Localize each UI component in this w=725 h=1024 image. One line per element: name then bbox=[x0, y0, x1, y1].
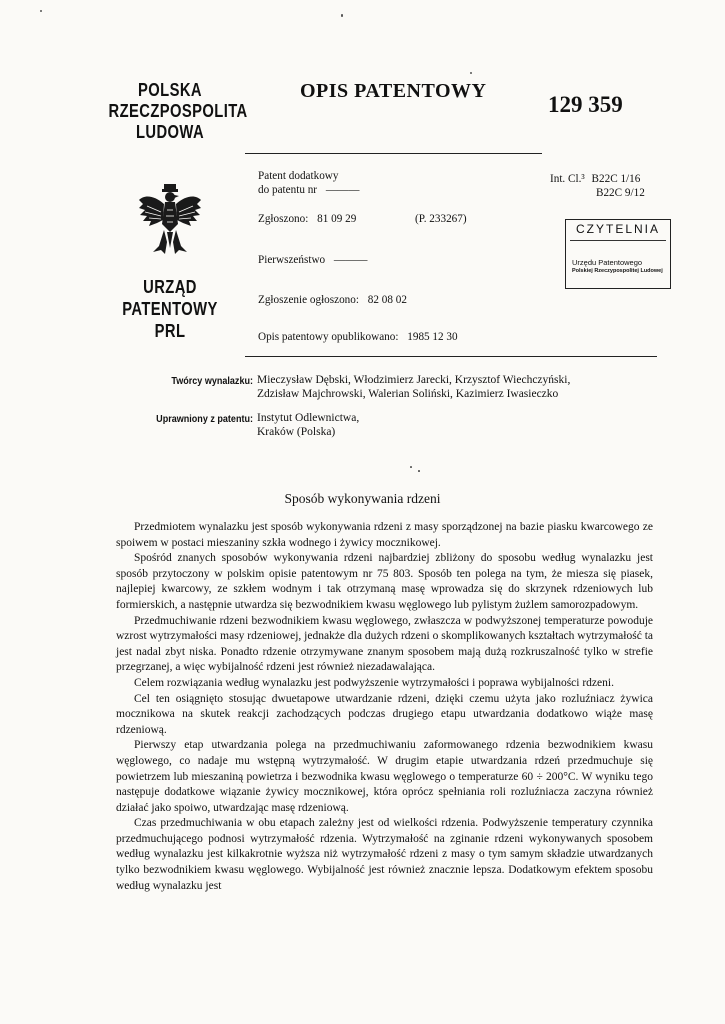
owner-line-2: Kraków (Polska) bbox=[257, 426, 336, 438]
owner-line-1: Instytut Odlewnictwa, bbox=[257, 412, 360, 424]
scan-speck bbox=[470, 72, 472, 74]
library-stamp bbox=[565, 219, 671, 289]
country-line-1: POLSKA bbox=[138, 80, 202, 100]
additional-patent-label-1: Patent dodatkowy bbox=[258, 170, 339, 182]
int-cl-field bbox=[550, 172, 640, 186]
header-rule-bottom bbox=[245, 356, 657, 357]
additional-patent-label-2: do patentu nr bbox=[258, 184, 318, 196]
int-cl-value-1: B22C 1/16 bbox=[591, 173, 641, 185]
additional-patent-field bbox=[258, 169, 359, 197]
paragraph: Spośród znanych sposobów wykonywania rdzeni najbardziej zbliżony do sposobu według wynalazku jest sposób przytoczony w polskim opisie patentowym nr 75 803. Sposób ten polega na tym, że miesza się piasek, najlepiej kwarcowy, ze szkłem wodnym i tak otrzymaną masę wprowadza się do skrzynek rdzeniowych lub formierskich, a następnie utwardza się bezwodnikiem kwasu węglowego lub pylistym żużlem samorozpadowym. bbox=[116, 552, 653, 611]
stamp-title: CZYTELNIA bbox=[575, 222, 660, 236]
inventors-line-2: Zdzisław Majchrowski, Walerian Soliński, Kazimierz Iwasieczko bbox=[257, 388, 559, 400]
patent-published-label: Opis patentowy opublikowano: bbox=[258, 331, 399, 343]
filed-label: Zgłoszono: bbox=[258, 213, 309, 225]
additional-patent-row bbox=[258, 183, 359, 197]
inventors-line-1: Mieczysław Dębski, Włodzimierz Jarecki, Krzysztof Wiechczyński, bbox=[257, 374, 571, 386]
application-published-label: Zgłoszenie ogłoszono: bbox=[258, 294, 359, 306]
header-rule-top bbox=[245, 153, 542, 154]
application-published-field bbox=[258, 293, 407, 307]
stamp-subtitle-2: Polskiej Rzeczypospolitej Ludowej bbox=[572, 268, 663, 274]
paragraph: Przedmuchiwanie rdzeni bezwodnikiem kwasu węglowego, zwłaszcza w podwyższonej temperaturze powoduje wzrost wytrzymałości masy rdzeniowej, jednakże dla dużych rdzeni o skomplikowanych kształtach wytrzymałość ta jest nadal zbyt niska. Ponadto rdzenie otrzymywane znanym sposobem mają dużą rozkruszalność tylko w strefie przegrzanej, a więc wybijalność rdzeni jest również niezadawalająca. bbox=[116, 614, 653, 674]
inventors-list bbox=[257, 373, 570, 401]
eagle-emblem-icon bbox=[137, 182, 203, 258]
scan-speck bbox=[410, 466, 412, 468]
paragraph: Przedmiotem wynalazku jest sposób wykonywania rdzeni z masy sporządzonej na bazie piasku kwarcowego ze spoiwem w postaci mieszaniny szkła wodnego i żywicy mocznikowej. bbox=[116, 521, 653, 549]
int-cl-label: Int. Cl.³ bbox=[550, 173, 585, 185]
scan-speck bbox=[418, 470, 420, 472]
filed-value: 81 09 29 bbox=[317, 213, 357, 225]
stamp-subtitle: Urzędu Patentowego bbox=[572, 258, 643, 267]
country-line-2: RZECZPOSPOLITA bbox=[108, 101, 248, 121]
patent-published-value: 1985 12 30 bbox=[407, 331, 458, 343]
invention-title: Sposób wykonywania rdzeni bbox=[284, 491, 441, 506]
application-number: (P. 233267) bbox=[415, 213, 467, 225]
priority-label: Pierwszeństwo bbox=[258, 254, 326, 266]
patent-number: 129 359 bbox=[548, 92, 623, 117]
priority-field bbox=[258, 253, 367, 267]
owner-value bbox=[257, 411, 359, 439]
scan-speck bbox=[341, 14, 343, 17]
paragraph: Pierwszy etap utwardzania polega na przedmuchiwaniu zaformowanego rdzenia bezwodnikiem kwasu węglowego, co nadaje mu wstępną wytrzymałość. W drugim etapie utwardzania rdzeń przedmuchuje się powietrzem lub mieszaniną powietrza i bezwodnika kwasu węglowego o temperaturze 60 ÷ 200°C. W wyniku tego następuje dodatkowe wiązanie żywicy mocznikowej, która oprócz spełniania roli rozluźniacza zaczyna również działać jako spoiwo, utwardzając masę rdzeniową. bbox=[116, 739, 653, 814]
description-body bbox=[116, 520, 653, 894]
stamp-divider bbox=[570, 240, 666, 241]
country-line-3: LUDOWA bbox=[135, 122, 205, 142]
inventors-label: Twórcy wynalazku: bbox=[171, 375, 253, 387]
int-cl-value-2: B22C 9/12 bbox=[596, 187, 645, 199]
patent-office-name bbox=[109, 276, 232, 342]
additional-patent-value: ——— bbox=[325, 184, 360, 196]
scan-speck bbox=[40, 10, 42, 12]
paragraph: Celem rozwiązania według wynalazku jest podwyższenie wytrzymałości i poprawa wybijalności rdzeni. bbox=[134, 676, 614, 689]
document-type-heading: OPIS PATENTOWY bbox=[300, 80, 487, 102]
office-line-1: URZĄD bbox=[143, 277, 197, 297]
owner-label: Uprawniony z patentu: bbox=[156, 413, 253, 425]
office-line-3: PRL bbox=[154, 321, 186, 341]
filed-field bbox=[258, 212, 356, 226]
office-line-2: PATENTOWY bbox=[122, 299, 218, 319]
patent-published-field bbox=[258, 330, 458, 344]
application-published-value: 82 08 02 bbox=[367, 294, 407, 306]
country-name bbox=[108, 80, 248, 143]
paragraph: Cel ten osiągnięto stosując dwuetapowe utwardzanie rdzeni, dzięki czemu użyta jako rozluźniacz żywica mocznikowa na skutek reakcji zachodzących podczas drugiego etapu utwardzania dodatkowo wiąże masę rdzeniową. bbox=[116, 692, 653, 736]
paragraph: Czas przedmuchiwania w obu etapach zależny jest od wielkości rdzenia. Podwyższenie temperatury czynnika przedmuchującego podnosi wytrzymałość rdzenia. Wytrzymałość na zginanie rdzeni wykonywanych sposobem według wynalazku jest kilkakrotnie wyższa niż wytrzymałość rdzeni z masy o tym samym składzie utwardzanych tylko bezwodnikiem kwasu węglowego. Wybijalność jest również znacznie lepsza. Dodatkowym efektem sposobu według wynalazku jest bbox=[116, 817, 653, 892]
priority-value: ——— bbox=[333, 254, 368, 266]
